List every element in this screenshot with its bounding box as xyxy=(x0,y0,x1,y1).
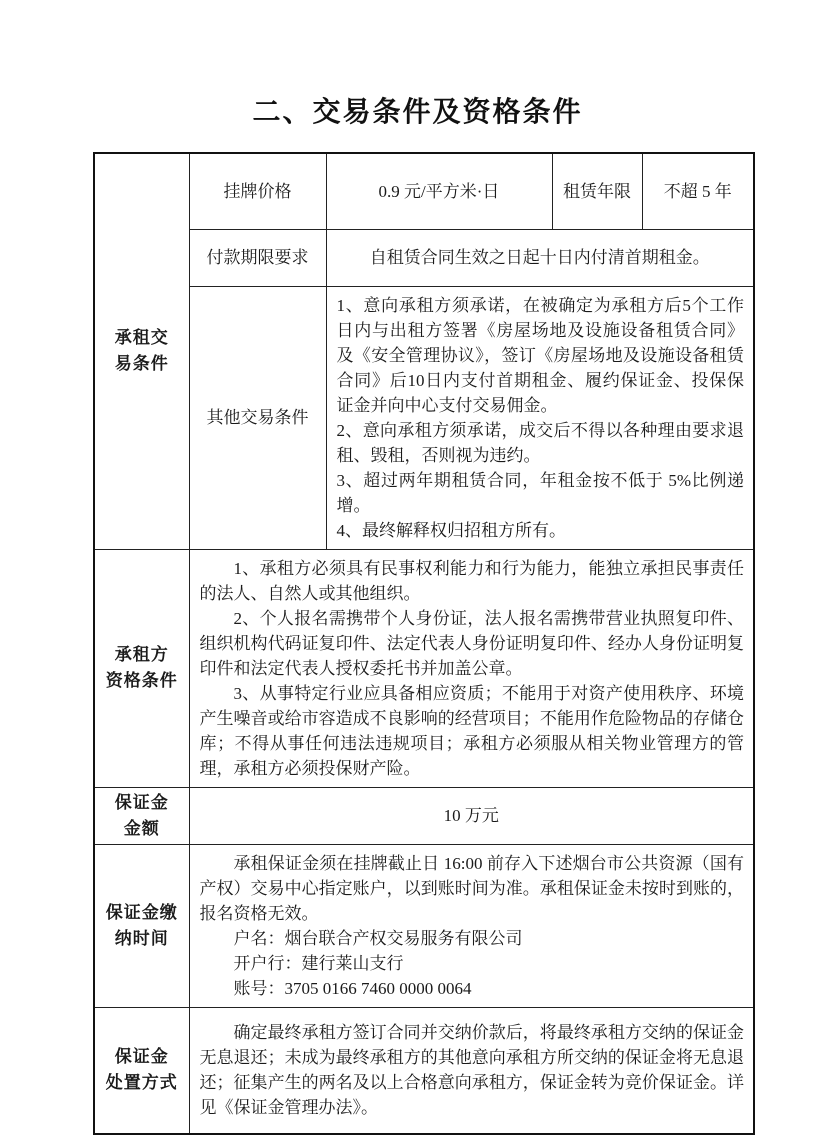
payment-deadline-value: 自租赁合同生效之日起十日内付清首期租金。 xyxy=(326,229,754,286)
deposit-account-number: 账号：3705 0166 7460 0000 0064 xyxy=(233,978,472,998)
deposit-disposal-text: 确定最终承租方签订合同并交纳价款后，将最终承租方交纳的保证金无息退还；未成为最终承租方的其他意向承租方所交纳的保证金将无息退还；征集产生的两名及以上合格意向承租方，保证金转为竞价保证金。详见《保证金管理办法》。 xyxy=(199,1023,744,1118)
table-row xyxy=(94,229,754,286)
table-row xyxy=(94,153,754,229)
deposit-amount-value: 10 万元 xyxy=(189,787,754,844)
lease-term-label: 租赁年限 xyxy=(552,153,642,229)
deposit-bank: 开户行：建行莱山支行 xyxy=(233,953,404,973)
row-header-line: 处置方式 xyxy=(105,1073,178,1093)
deposit-payment-intro: 承租保证金须在挂牌截止日 16:00 前存入下述烟台市公共资源（国有产权）交易中心指定账户，以到账时间为准。承租保证金未按时到账的，报名资格无效。 xyxy=(199,853,744,923)
row-header-line: 纳时间 xyxy=(114,928,169,948)
row-header-line: 保证金 xyxy=(114,1047,169,1067)
deposit-account-name: 户名：烟台联合产权交易服务有限公司 xyxy=(233,928,523,948)
table-row xyxy=(94,844,754,1007)
other-conditions-item: 1、意向承租方须承诺，在被确定为承租方后5个工作日内与出租方签署《房屋场地及设施设备租赁合同》及《安全管理协议》，签订《房屋场地及设施设备租赁合同》后10日内支付首期租金、履约保证金、投保保证金并向中心支付交易佣金。 xyxy=(336,295,744,415)
row-header-line: 承租交 xyxy=(114,328,169,348)
row-header-line: 保证金 xyxy=(114,792,169,812)
deposit-payment-value xyxy=(189,844,754,1007)
deposit-disposal-value xyxy=(189,1007,754,1134)
qualification-item: 2、个人报名需携带个人身份证，法人报名需携带营业执照复印件、组织机构代码证复印件、法定代表人身份证明复印件、经办人身份证明复印件和法定代表人授权委托书并加盖公章。 xyxy=(199,608,744,678)
row-header-qualification xyxy=(94,549,189,787)
row-header-deposit-amount xyxy=(94,787,189,844)
row-header-line: 保证金缴 xyxy=(105,902,178,922)
listing-price-label: 挂牌价格 xyxy=(189,153,326,229)
qualification-item: 3、从事特定行业应具备相应资质；不能用于对资产使用秩序、环境产生噪音或给市容造成不良影响的经营项目；不能用作危险物品的存储仓库；不得从事任何违法违规项目；承租方必须服从相关物业管理方的管理，承租方必须投保财产险。 xyxy=(199,683,744,778)
row-header-deposit-payment xyxy=(94,844,189,1007)
row-header-line: 易条件 xyxy=(114,354,169,374)
table-row xyxy=(94,286,754,549)
page-title: 二、交易条件及资格条件 xyxy=(252,97,583,128)
lease-term-value: 不超 5 年 xyxy=(642,153,754,229)
table-row xyxy=(94,787,754,844)
conditions-table xyxy=(93,152,755,1135)
other-conditions-item: 4、最终解释权归招租方所有。 xyxy=(336,520,566,540)
qualification-value xyxy=(189,549,754,787)
table-row xyxy=(94,1007,754,1134)
row-header-line: 金额 xyxy=(123,818,160,838)
qualification-item: 1、承租方必须具有民事权利能力和行为能力，能独立承担民事责任的法人、自然人或其他组织。 xyxy=(199,558,744,603)
other-conditions-item: 3、超过两年期租赁合同，年租金按不低于 5%比例递增。 xyxy=(336,470,744,515)
table-row xyxy=(94,549,754,787)
row-header-line: 承租方 xyxy=(114,645,169,664)
row-header-deposit-disposal xyxy=(94,1007,189,1134)
other-conditions-item: 2、意向承租方须承诺，成交后不得以各种理由要求退租、毁租，否则视为违约。 xyxy=(336,420,744,465)
other-conditions-label: 其他交易条件 xyxy=(189,286,326,549)
payment-deadline-label: 付款期限要求 xyxy=(189,229,326,286)
row-header-line: 资格条件 xyxy=(105,671,178,690)
row-header-rental-conditions xyxy=(94,153,189,549)
other-conditions-value xyxy=(326,286,754,549)
listing-price-value: 0.9 元/平方米·日 xyxy=(326,153,552,229)
